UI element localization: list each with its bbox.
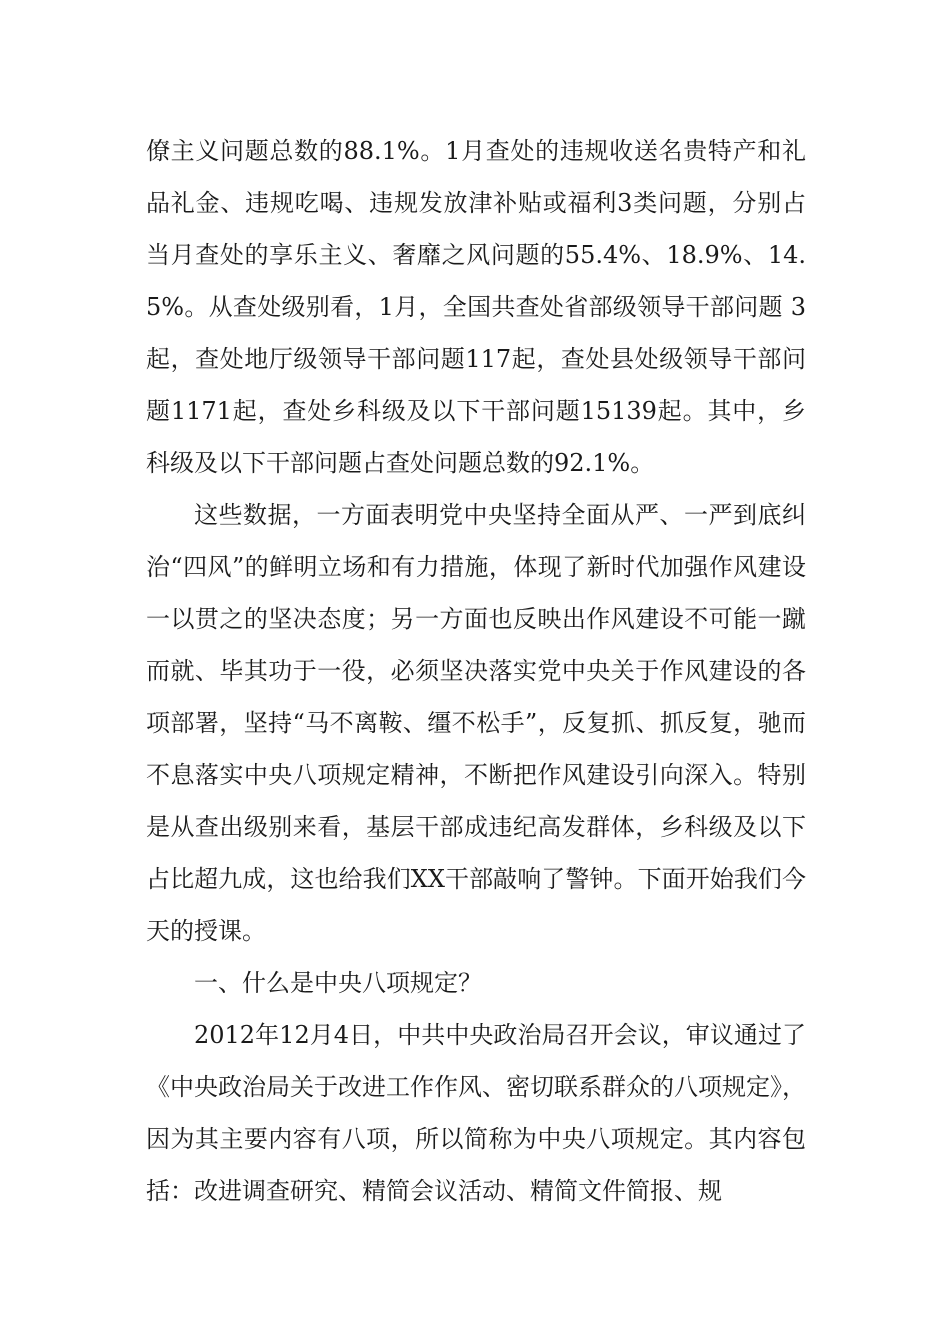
paragraph-analysis: 这些数据，一方面表明党中央坚持全面从严、一严到底纠治“四风”的鲜明立场和有力措施，体现了新时代加强作风建设一以贯之的坚决态度；另一方面也反映出作风建设不可能一蹴而就、毕其功于一役，必须坚决落实党中央关于作风建设的各项部署，坚持“马不离鞍、缰不松手”，反复抓、抓反复，驰而不息落实中央八项规定精神，不断把作风建设引向深入。特别是从查出级别来看，基层干部成违纪高发群体，乡科级及以下占比超九成，这也给我们XX干部敲响了警钟。下面开始我们今天的授课。 xyxy=(146,501,806,945)
section-heading: 一、什么是中央八项规定？ xyxy=(194,969,482,997)
paragraph-definition: 2012年12月4日，中共中央政治局召开会议，审议通过了《中央政治局关于改进工作作风、密切联系群众的八项规定》，因为其主要内容有八项，所以简称为中央八项规定。其内容包括：改进调查研究、精简会议活动、精简文件简报、规 xyxy=(146,1021,806,1205)
document-body xyxy=(146,125,806,1217)
paragraph-statistics: 僚主义问题总数的88.1%。1月查处的违规收送名贵特产和礼品礼金、违规吃喝、违规发放津补贴或福利3类问题，分别占当月查处的享乐主义、奢靡之风问题的55.4%、18.9%、14.5%。从查处级别看，1月，全国共查处省部级领导干部问题 3起，查处地厅级领导干部问题117起，查处县处级领导干部问题1171起，查处乡科级及以下干部问题15139起。其中，乡科级及以下干部问题占查处问题总数的92.1%。 xyxy=(146,137,806,477)
